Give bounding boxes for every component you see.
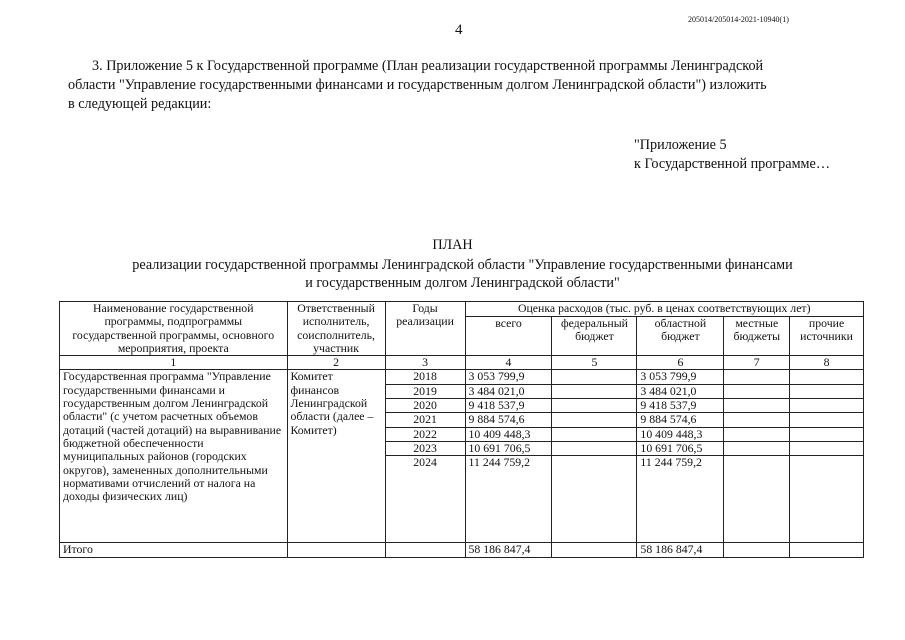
plan-table bbox=[59, 301, 864, 558]
regional-cell: 10 409 448,3 bbox=[637, 427, 724, 441]
regional-cell: 3 053 799,9 bbox=[637, 370, 724, 384]
header-years: Годы реализации bbox=[385, 302, 465, 356]
paragraph-line-2: области "Управление государственными финансами и государственным долгом Ленинградской области") изложить bbox=[68, 77, 767, 93]
total-cell: 10 409 448,3 bbox=[465, 427, 552, 441]
header-name: Наименование государственной программы, подпрограммы государственной программы, основного мероприятия, проекта bbox=[60, 302, 288, 356]
totals-label: Итого bbox=[60, 543, 288, 557]
other-cell bbox=[790, 370, 864, 384]
plan-title: ПЛАН bbox=[432, 237, 473, 253]
total-cell: 3 484 021,0 bbox=[465, 384, 552, 398]
year-cell: 2018 bbox=[385, 370, 465, 384]
table-header-row bbox=[60, 302, 864, 317]
header-total: всего bbox=[465, 317, 552, 356]
header-other: прочие источники bbox=[790, 317, 864, 356]
local-cell bbox=[724, 427, 790, 441]
year-cell: 2023 bbox=[385, 441, 465, 455]
program-name-cell: Государственная программа "Управление государственными финансами и государственным долгом Ленинградской области" (с учетом расчетных объемов дотаций (частей дотаций) на выравнивание бюджетной обеспеченности муниципальных районов (городских округов), замененных дополнительными нормативами отчислений от налога на доходы физических лиц) bbox=[60, 370, 288, 543]
other-cell bbox=[790, 441, 864, 455]
appendix-heading bbox=[634, 136, 830, 174]
table-row bbox=[60, 370, 864, 384]
col-number: 5 bbox=[552, 356, 637, 370]
empty-cell bbox=[790, 543, 864, 557]
paragraph-line-3: в следующей редакции: bbox=[68, 96, 212, 112]
plan-subtitle-line-1: реализации государственной программы Ленинградской области "Управление государственными финансами bbox=[132, 257, 793, 273]
col-number: 8 bbox=[790, 356, 864, 370]
other-cell bbox=[790, 399, 864, 413]
regional-cell: 9 418 537,9 bbox=[637, 399, 724, 413]
appendix-line-1: "Приложение 5 bbox=[634, 137, 727, 153]
header-federal: федеральный бюджет bbox=[552, 317, 637, 356]
empty-cell bbox=[287, 543, 385, 557]
col-number: 6 bbox=[637, 356, 724, 370]
local-cell bbox=[724, 370, 790, 384]
total-cell: 10 691 706,5 bbox=[465, 441, 552, 455]
total-cell: 11 244 759,2 bbox=[465, 456, 552, 543]
col-number: 2 bbox=[287, 356, 385, 370]
paragraph-line-1: 3. Приложение 5 к Государственной программе (План реализации государственной программы Ленинградской bbox=[92, 58, 764, 74]
local-cell bbox=[724, 456, 790, 543]
federal-cell bbox=[552, 370, 637, 384]
col-number: 4 bbox=[465, 356, 552, 370]
totals-row bbox=[60, 543, 864, 557]
total-cell: 9 418 537,9 bbox=[465, 399, 552, 413]
federal-cell bbox=[552, 456, 637, 543]
year-cell: 2024 bbox=[385, 456, 465, 543]
year-cell: 2020 bbox=[385, 399, 465, 413]
plan-subtitle bbox=[100, 257, 825, 292]
empty-cell bbox=[385, 543, 465, 557]
col-number: 7 bbox=[724, 356, 790, 370]
federal-cell bbox=[552, 399, 637, 413]
total-cell: 3 053 799,9 bbox=[465, 370, 552, 384]
other-cell bbox=[790, 413, 864, 427]
local-cell bbox=[724, 441, 790, 455]
empty-cell bbox=[724, 543, 790, 557]
page-number: 4 bbox=[455, 22, 463, 38]
totals-regional: 58 186 847,4 bbox=[637, 543, 724, 557]
appendix-line-2: к Государственной программе… bbox=[634, 156, 831, 172]
regional-cell: 11 244 759,2 bbox=[637, 456, 724, 543]
regional-cell: 3 484 021,0 bbox=[637, 384, 724, 398]
regional-cell: 10 691 706,5 bbox=[637, 441, 724, 455]
local-cell bbox=[724, 399, 790, 413]
federal-cell bbox=[552, 384, 637, 398]
header-regional: областной бюджет bbox=[637, 317, 724, 356]
plan-subtitle-line-2: и государственным долгом Ленинградской области" bbox=[305, 274, 620, 291]
local-cell bbox=[724, 413, 790, 427]
totals-total: 58 186 847,4 bbox=[465, 543, 552, 557]
year-cell: 2021 bbox=[385, 413, 465, 427]
federal-cell bbox=[552, 427, 637, 441]
header-estimate: Оценка расходов (тыс. руб. в ценах соответствующих лет) bbox=[465, 302, 863, 317]
executor-cell: Комитет финансов Ленинградской области (далее – Комитет) bbox=[287, 370, 385, 543]
year-cell: 2022 bbox=[385, 427, 465, 441]
other-cell bbox=[790, 384, 864, 398]
document-id: 205014/205014-2021-10940(1) bbox=[688, 15, 789, 24]
header-executor: Ответственный исполнитель, соисполнитель, участник bbox=[287, 302, 385, 356]
header-local: местные бюджеты bbox=[724, 317, 790, 356]
regional-cell: 9 884 574,6 bbox=[637, 413, 724, 427]
empty-cell bbox=[552, 543, 637, 557]
col-number: 3 bbox=[385, 356, 465, 370]
local-cell bbox=[724, 384, 790, 398]
other-cell bbox=[790, 427, 864, 441]
amendment-paragraph bbox=[68, 57, 858, 114]
column-number-row bbox=[60, 356, 864, 370]
federal-cell bbox=[552, 441, 637, 455]
other-cell bbox=[790, 456, 864, 543]
year-cell: 2019 bbox=[385, 384, 465, 398]
federal-cell bbox=[552, 413, 637, 427]
col-number: 1 bbox=[60, 356, 288, 370]
total-cell: 9 884 574,6 bbox=[465, 413, 552, 427]
